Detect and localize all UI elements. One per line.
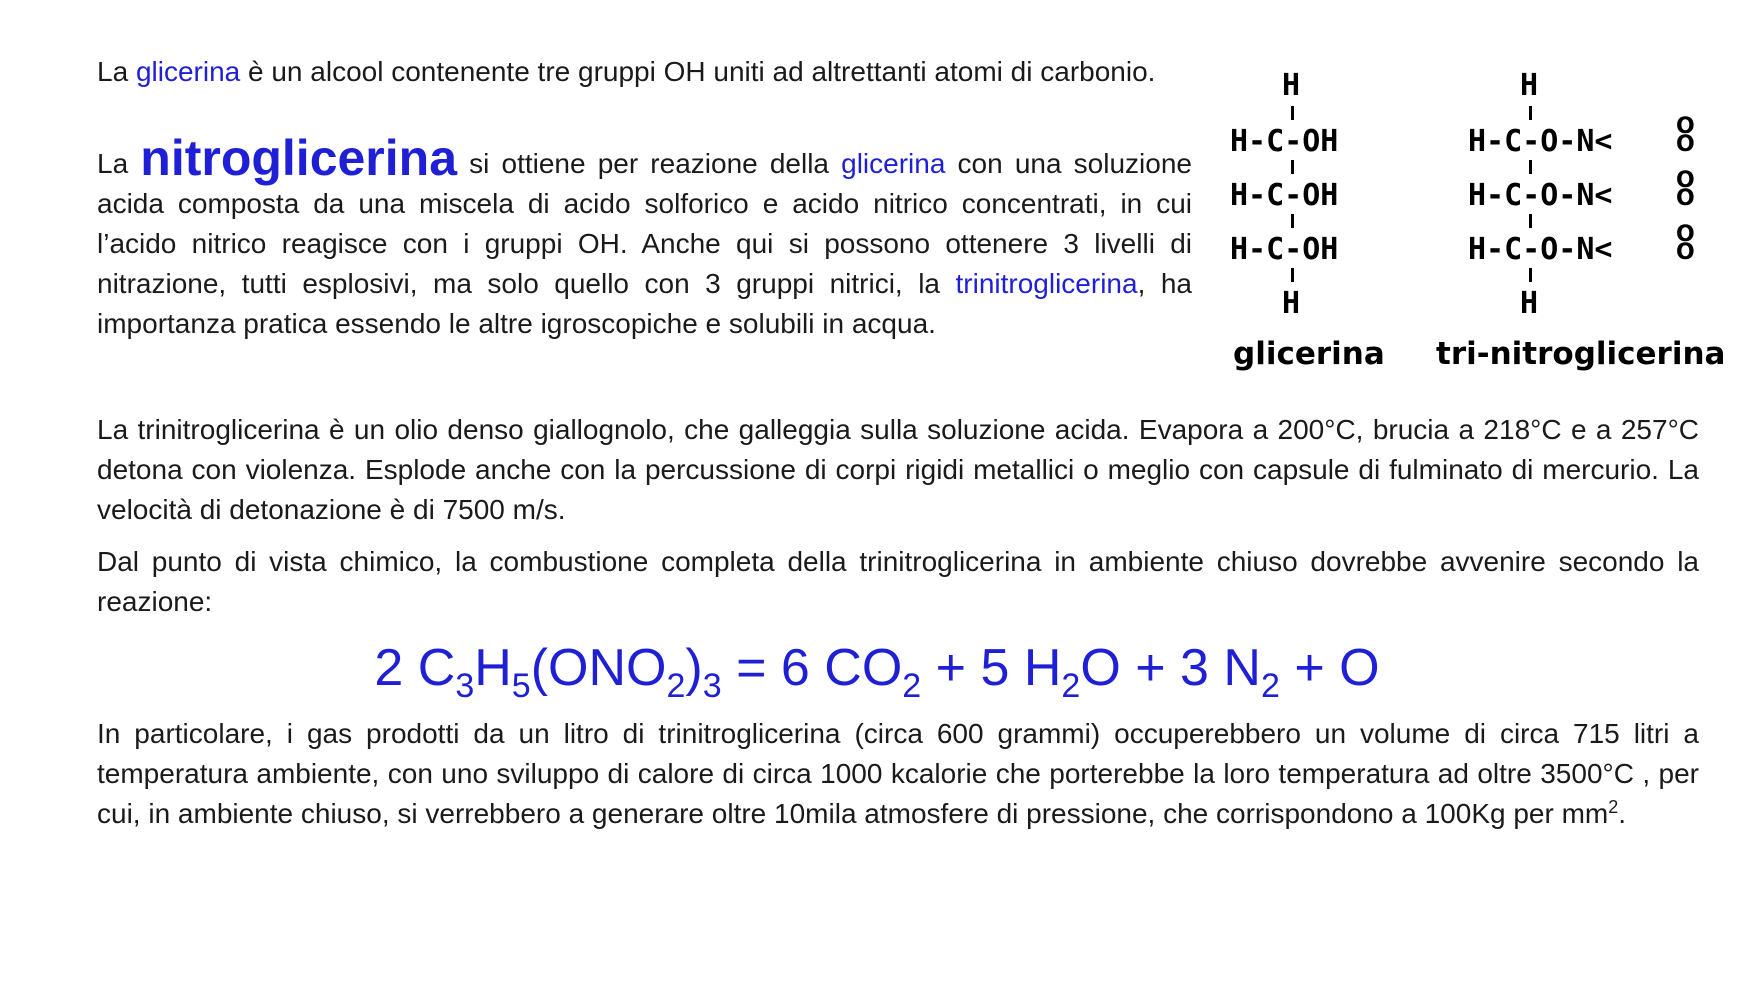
term-nitroglicerina-title: nitroglicerina (140, 130, 458, 186)
paragraph-reaction-intro: Dal punto di vista chimico, la combustione completa della trinitroglicerina in ambiente chiuso dovrebbe avvenire secondo la reazione: (97, 546, 1699, 617)
text: si ottiene per reazione della (457, 148, 842, 179)
term-trinitroglicerina: trinitroglicerina (955, 268, 1138, 299)
atom-h-top: H (1520, 68, 1539, 103)
trinitroglicerina-structure (1468, 66, 1708, 326)
structure-row: H-C-O-N< (1468, 178, 1613, 213)
term-glicerina: glicerina (841, 148, 946, 179)
atom-h-bottom: H (1282, 286, 1301, 321)
structure-row: H-C-O-N< (1468, 124, 1613, 159)
glicerina-label: glicerina (1233, 336, 1385, 372)
glicerina-structure (1230, 66, 1410, 326)
text: , ha importanza pratica essendo le altre igroscopiche e solubili in acqua. (97, 268, 1193, 339)
trinitroglicerina-label: tri-nitroglicerina (1436, 336, 1726, 372)
text: In particolare, i gas prodotti da un litro di trinitroglicerina (circa 600 grammi) occuperebbero un volume di circa 715 litri a temperatura ambiente, con uno sviluppo di calore di circa 1000 kcalorie che porterebbe la loro temperatura ad oltre 3500°C , per cui, in ambiente chiuso, si verrebbero a generare oltre 10mila atmosfere di pressione, che corrispondono a 100Kg per mm (97, 718, 1699, 829)
text: è un alcool contenente tre gruppi OH uniti ad altrettanti atomi di carbonio. (240, 56, 1156, 87)
paragraph-nitroglicerina (97, 130, 1193, 344)
structure-row: H-C-O-N< (1468, 232, 1613, 267)
atom-h-bottom: H (1520, 286, 1539, 321)
text: con una soluzione acida composta da una miscela di acido solforico e acido nitrico concentrati, in cui l’acido nitrico reagisce con i gruppi OH. Anche qui si possono ottenere 3 livelli di nitrazione, tutti esplosivi, ma solo quello con 3 gruppi nitrici, la (97, 148, 1192, 299)
reaction-equation: 2 $C_3H_5(ONO_2)_3 = 6$ $CO_2 + 5$ $H_2O + 3$ $N_2 + O$ (374, 639, 1380, 705)
text: La (97, 56, 136, 87)
structure-row: H-C-OH (1230, 178, 1339, 213)
text: La (97, 148, 141, 179)
atom-h-top: H (1282, 68, 1301, 103)
structure-row: H-C-OH (1230, 124, 1339, 159)
term-glicerina: glicerina (135, 56, 241, 87)
structure-row: H-C-OH (1230, 232, 1339, 267)
text: . (1618, 798, 1627, 829)
nitro-oxygens: O O (1676, 114, 1695, 157)
nitro-oxygens: O O (1676, 222, 1695, 265)
paragraph-properties: La trinitroglicerina è un olio denso giallognolo, che galleggia sulla soluzione acida. Evapora a 200°C, brucia a 218°C e a 257°C detona con violenza. Esplode anche con la percussione di corpi rigidi metallici o meglio con capsule di fulminato di mercurio. La velocità di detonazione è di 7500 m/s. (97, 414, 1699, 525)
paragraph-glicerina (97, 52, 1192, 92)
paragraph-gas-volume (97, 714, 1699, 834)
superscript: 2 (1608, 797, 1619, 817)
nitro-oxygens: O O (1676, 168, 1695, 211)
